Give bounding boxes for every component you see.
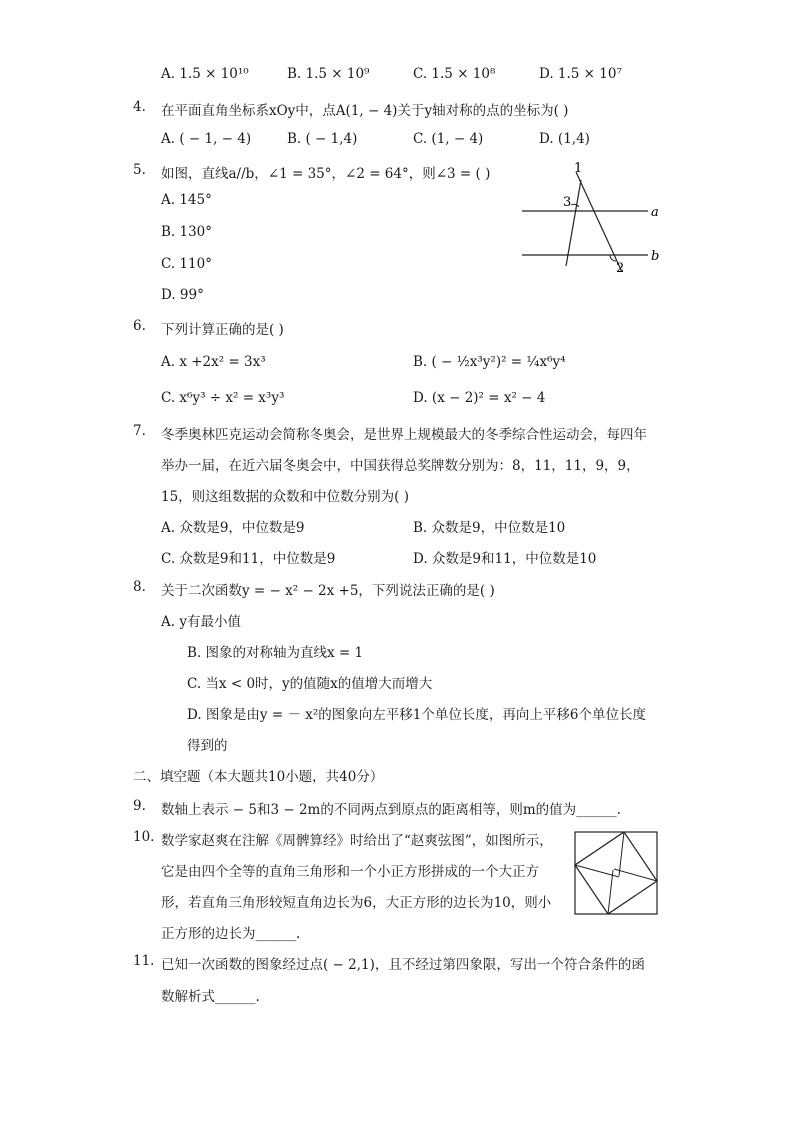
q9-number: 9. [133, 798, 146, 814]
q8-option-c: C. 当x < 0时，y的值随x的值增大而增大 [187, 676, 433, 692]
q4-option-d: D. (1,4) [539, 131, 590, 147]
triangle-leg-3 [608, 870, 613, 914]
q5-number: 5. [133, 162, 146, 178]
q4-number: 4. [133, 99, 146, 115]
q3-option-d: D. 1.5 × 10⁷ [539, 66, 622, 82]
q10-stem-line-1: 数学家赵爽在注解《周髀算经》时给出了“赵爽弦图”，如图所示， [161, 833, 553, 849]
angle-3-arc [571, 204, 579, 207]
q8-option-a: A. y有最小值 [161, 614, 241, 630]
q6-stem: 下列计算正确的是( ) [161, 322, 284, 338]
q5-option-a: A. 145° [161, 192, 212, 208]
q7-stem-line-2: 举办一届，在近六届冬奥会中，中国获得总奖牌数分别为：8，11，11，9，9， [161, 458, 640, 474]
q6-number: 6. [133, 318, 146, 334]
outer-square [575, 832, 657, 914]
label-3: 3 [563, 195, 572, 210]
q10-stem-line-4: 正方形的边长为______. [161, 926, 301, 942]
q7-number: 7. [133, 423, 146, 439]
q7-option-a: A. 众数是9，中位数是9 [161, 520, 305, 536]
transversal-1 [576, 172, 622, 272]
q4-stem: 在平面直角坐标系xOy中，点A(1, − 4)关于y轴对称的点的坐标为( ) [161, 103, 569, 119]
q7-option-d: D. 众数是9和11，中位数是10 [413, 551, 597, 567]
q8-option-d: D. 图象是由y = － x²的图象向左平移1个单位长度，再向上平移6个单位长度 [187, 707, 646, 723]
label-a: a [651, 205, 659, 220]
q5-option-d: D. 99° [161, 287, 204, 303]
q3-option-a: A. 1.5 × 10¹⁰ [161, 66, 249, 82]
q6-option-c: C. x⁶y³ ÷ x² = x³y³ [161, 390, 285, 406]
q8-stem: 关于二次函数y = − x² − 2x +5，下列说法正确的是( ) [161, 583, 495, 599]
q11-number: 11. [133, 953, 155, 969]
inner-tilted-square [575, 832, 657, 914]
zhao-shuang-diagram [574, 831, 658, 915]
parallel-lines-figure [518, 160, 668, 280]
q11-stem-line-1: 已知一次函数的图象经过点( − 2,1)，且不经过第四象限，写出一个符合条件的函 [161, 957, 645, 973]
q4-option-b: B. ( − 1,4) [287, 131, 358, 147]
q8-option-d-continued: 得到的 [187, 738, 228, 754]
q6-option-a: A. x +2x² = 3x³ [161, 354, 266, 370]
q8-option-b: B. 图象的对称轴为直线x = 1 [187, 645, 364, 661]
label-2: 2 [616, 261, 625, 276]
q4-option-a: A. ( − 1, − 4) [161, 131, 252, 147]
q10-stem-line-3: 形，若直角三角形较短直角边长为6，大正方形的边长为10，则小 [161, 895, 552, 911]
q7-stem-line-1: 冬季奥林匹克运动会简称冬奥会，是世界上规模最大的冬季综合性运动会，每四年 [161, 427, 647, 443]
q10-number: 10. [133, 829, 155, 845]
q3-option-b: B. 1.5 × 10⁹ [287, 66, 370, 82]
q5-stem: 如图，直线a//b，∠1 = 35°，∠2 = 64°，则∠3 = ( ) [161, 166, 491, 182]
triangle-edge-1 [575, 832, 624, 865]
triangle-leg-1 [619, 832, 624, 876]
label-b: b [651, 249, 660, 264]
q5-option-c: C. 110° [161, 256, 212, 272]
q7-stem-line-3: 15，则这组数据的众数和中位数分别为( ) [161, 489, 410, 505]
transversal-2 [566, 180, 581, 266]
q7-option-c: C. 众数是9和11，中位数是9 [161, 551, 336, 567]
q9-stem: 数轴上表示 − 5和3 − 2m的不同两点到原点的距离相等，则m的值为______. [161, 802, 621, 818]
q10-stem-line-2: 它是由四个全等的直角三角形和一个小正方形拼成的一个大正方 [161, 864, 539, 880]
q5-option-b: B. 130° [161, 224, 213, 240]
q6-option-d: D. (x − 2)² = x² − 4 [413, 390, 546, 406]
q8-number: 8. [133, 579, 146, 595]
q4-option-c: C. (1, − 4) [413, 131, 484, 147]
q11-stem-line-2: 数解析式______. [161, 989, 260, 1005]
q6-option-b: B. ( − ½x³y²)² = ¼x⁶y⁴ [413, 354, 566, 370]
q3-option-c: C. 1.5 × 10⁸ [413, 66, 496, 82]
q7-option-b: B. 众数是9，中位数是10 [413, 520, 566, 536]
section-2-heading: 二、填空题（本大题共10小题，共40分） [133, 769, 384, 785]
label-1: 1 [574, 161, 583, 176]
